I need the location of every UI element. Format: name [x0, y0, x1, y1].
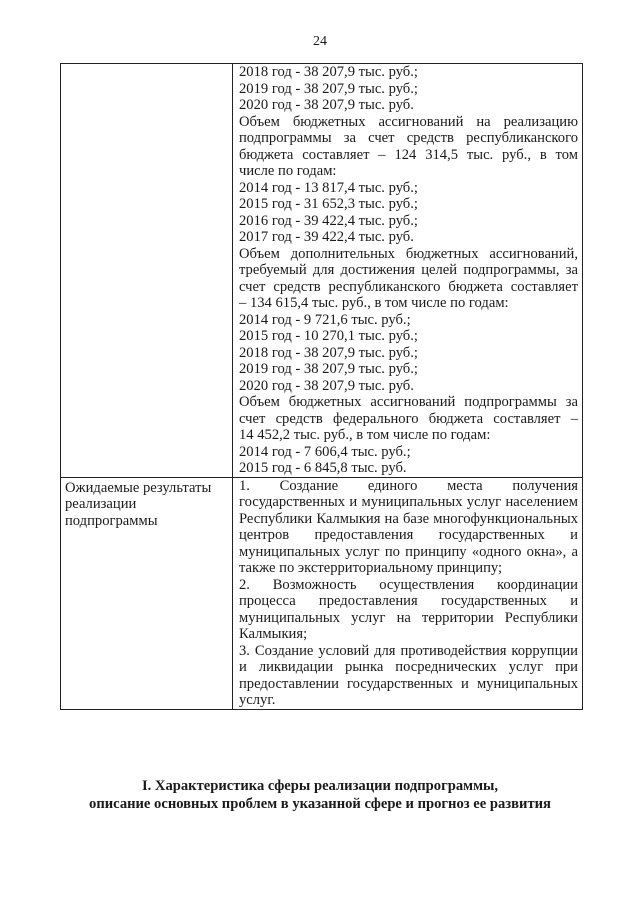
funding-line: подпрограммы за счет средств республиканского: [239, 130, 578, 146]
funding-line: требуемый для достижения целей подпрограммы, за: [239, 262, 578, 278]
funding-line: 2015 год - 31 652,3 тыс. руб.;: [239, 196, 418, 212]
expected-result-item: 3. Создание условий для противодействия коррупции и ликвидации рынка посреднических услуг при предоставлении государственных и муниципальных услуг.: [239, 642, 578, 708]
expected-results-row: [61, 477, 583, 709]
funding-line: Объем бюджетных ассигнований подпрограммы за: [239, 394, 578, 410]
subprogram-passport-table: [60, 63, 583, 710]
funding-line: 2015 год - 6 845,8 тыс. руб.: [239, 460, 407, 476]
section-heading-line: I. Характеристика сферы реализации подпрограммы,: [141, 778, 499, 794]
funding-line: Объем дополнительных бюджетных ассигнований,: [239, 245, 578, 262]
funding-row: [61, 64, 583, 478]
funding-label-cell: [61, 64, 233, 478]
expected-results-label-cell: [61, 477, 233, 709]
section-heading-line: описание основных проблем в указанной сфере и прогноз ее развития: [89, 796, 551, 812]
expected-results-label-line: подпрограммы: [65, 512, 158, 529]
expected-result-item: 2. Возможность осуществления координации процесса предоставления государственных и муниципальных услуг на территории Республики Калмыкия;: [239, 576, 578, 642]
funding-line: 2014 год - 13 817,4 тыс. руб.;: [239, 179, 418, 196]
funding-line: 2020 год - 38 207,9 тыс. руб.: [239, 377, 414, 394]
funding-line: 2016 год - 39 422,4 тыс. руб.;: [239, 212, 418, 229]
funding-content-cell: [233, 64, 583, 478]
funding-line: бюджета составляет – 124 314,5 тыс. руб., в том: [239, 146, 578, 163]
funding-line: Объем бюджетных ассигнований на реализацию: [239, 113, 578, 130]
funding-line: – 134 615,4 тыс. руб., в том числе по годам:: [239, 295, 509, 311]
funding-line: счет средств республиканского бюджета составляет: [239, 278, 578, 295]
funding-line: числе по годам:: [239, 163, 337, 179]
funding-line: 2014 год - 7 606,4 тыс. руб.;: [239, 443, 411, 460]
expected-results-content-cell: [233, 477, 583, 709]
funding-line: 2020 год - 38 207,9 тыс. руб.: [239, 97, 414, 113]
expected-results-label-line: Ожидаемые результаты: [65, 479, 212, 496]
funding-line: 2019 год - 38 207,9 тыс. руб.;: [239, 361, 418, 377]
expected-results-label-line: реализации: [65, 496, 137, 512]
expected-result-item: 1. Создание единого места получения государственных и муниципальных услуг населением Республики Калмыкия на базе многофункциональных центров предоставления государственных и муниципальных услуг по принципу «одного окна», а также по экстерриториальному принципу;: [239, 477, 578, 576]
funding-line: 2017 год - 39 422,4 тыс. руб.: [239, 229, 414, 245]
page-number: 24: [313, 34, 327, 49]
funding-line: 2019 год - 38 207,9 тыс. руб.;: [239, 80, 418, 97]
funding-line: 2018 год - 38 207,9 тыс. руб.;: [239, 64, 418, 80]
section-heading: [0, 777, 640, 813]
funding-line: 2014 год - 9 721,6 тыс. руб.;: [239, 311, 411, 328]
funding-line: 2015 год - 10 270,1 тыс. руб.;: [239, 328, 418, 344]
funding-line: счет средств федерального бюджета составляет –: [239, 410, 578, 427]
funding-line: 2018 год - 38 207,9 тыс. руб.;: [239, 344, 418, 361]
funding-line: 14 452,2 тыс. руб., в том числе по годам:: [239, 427, 491, 443]
